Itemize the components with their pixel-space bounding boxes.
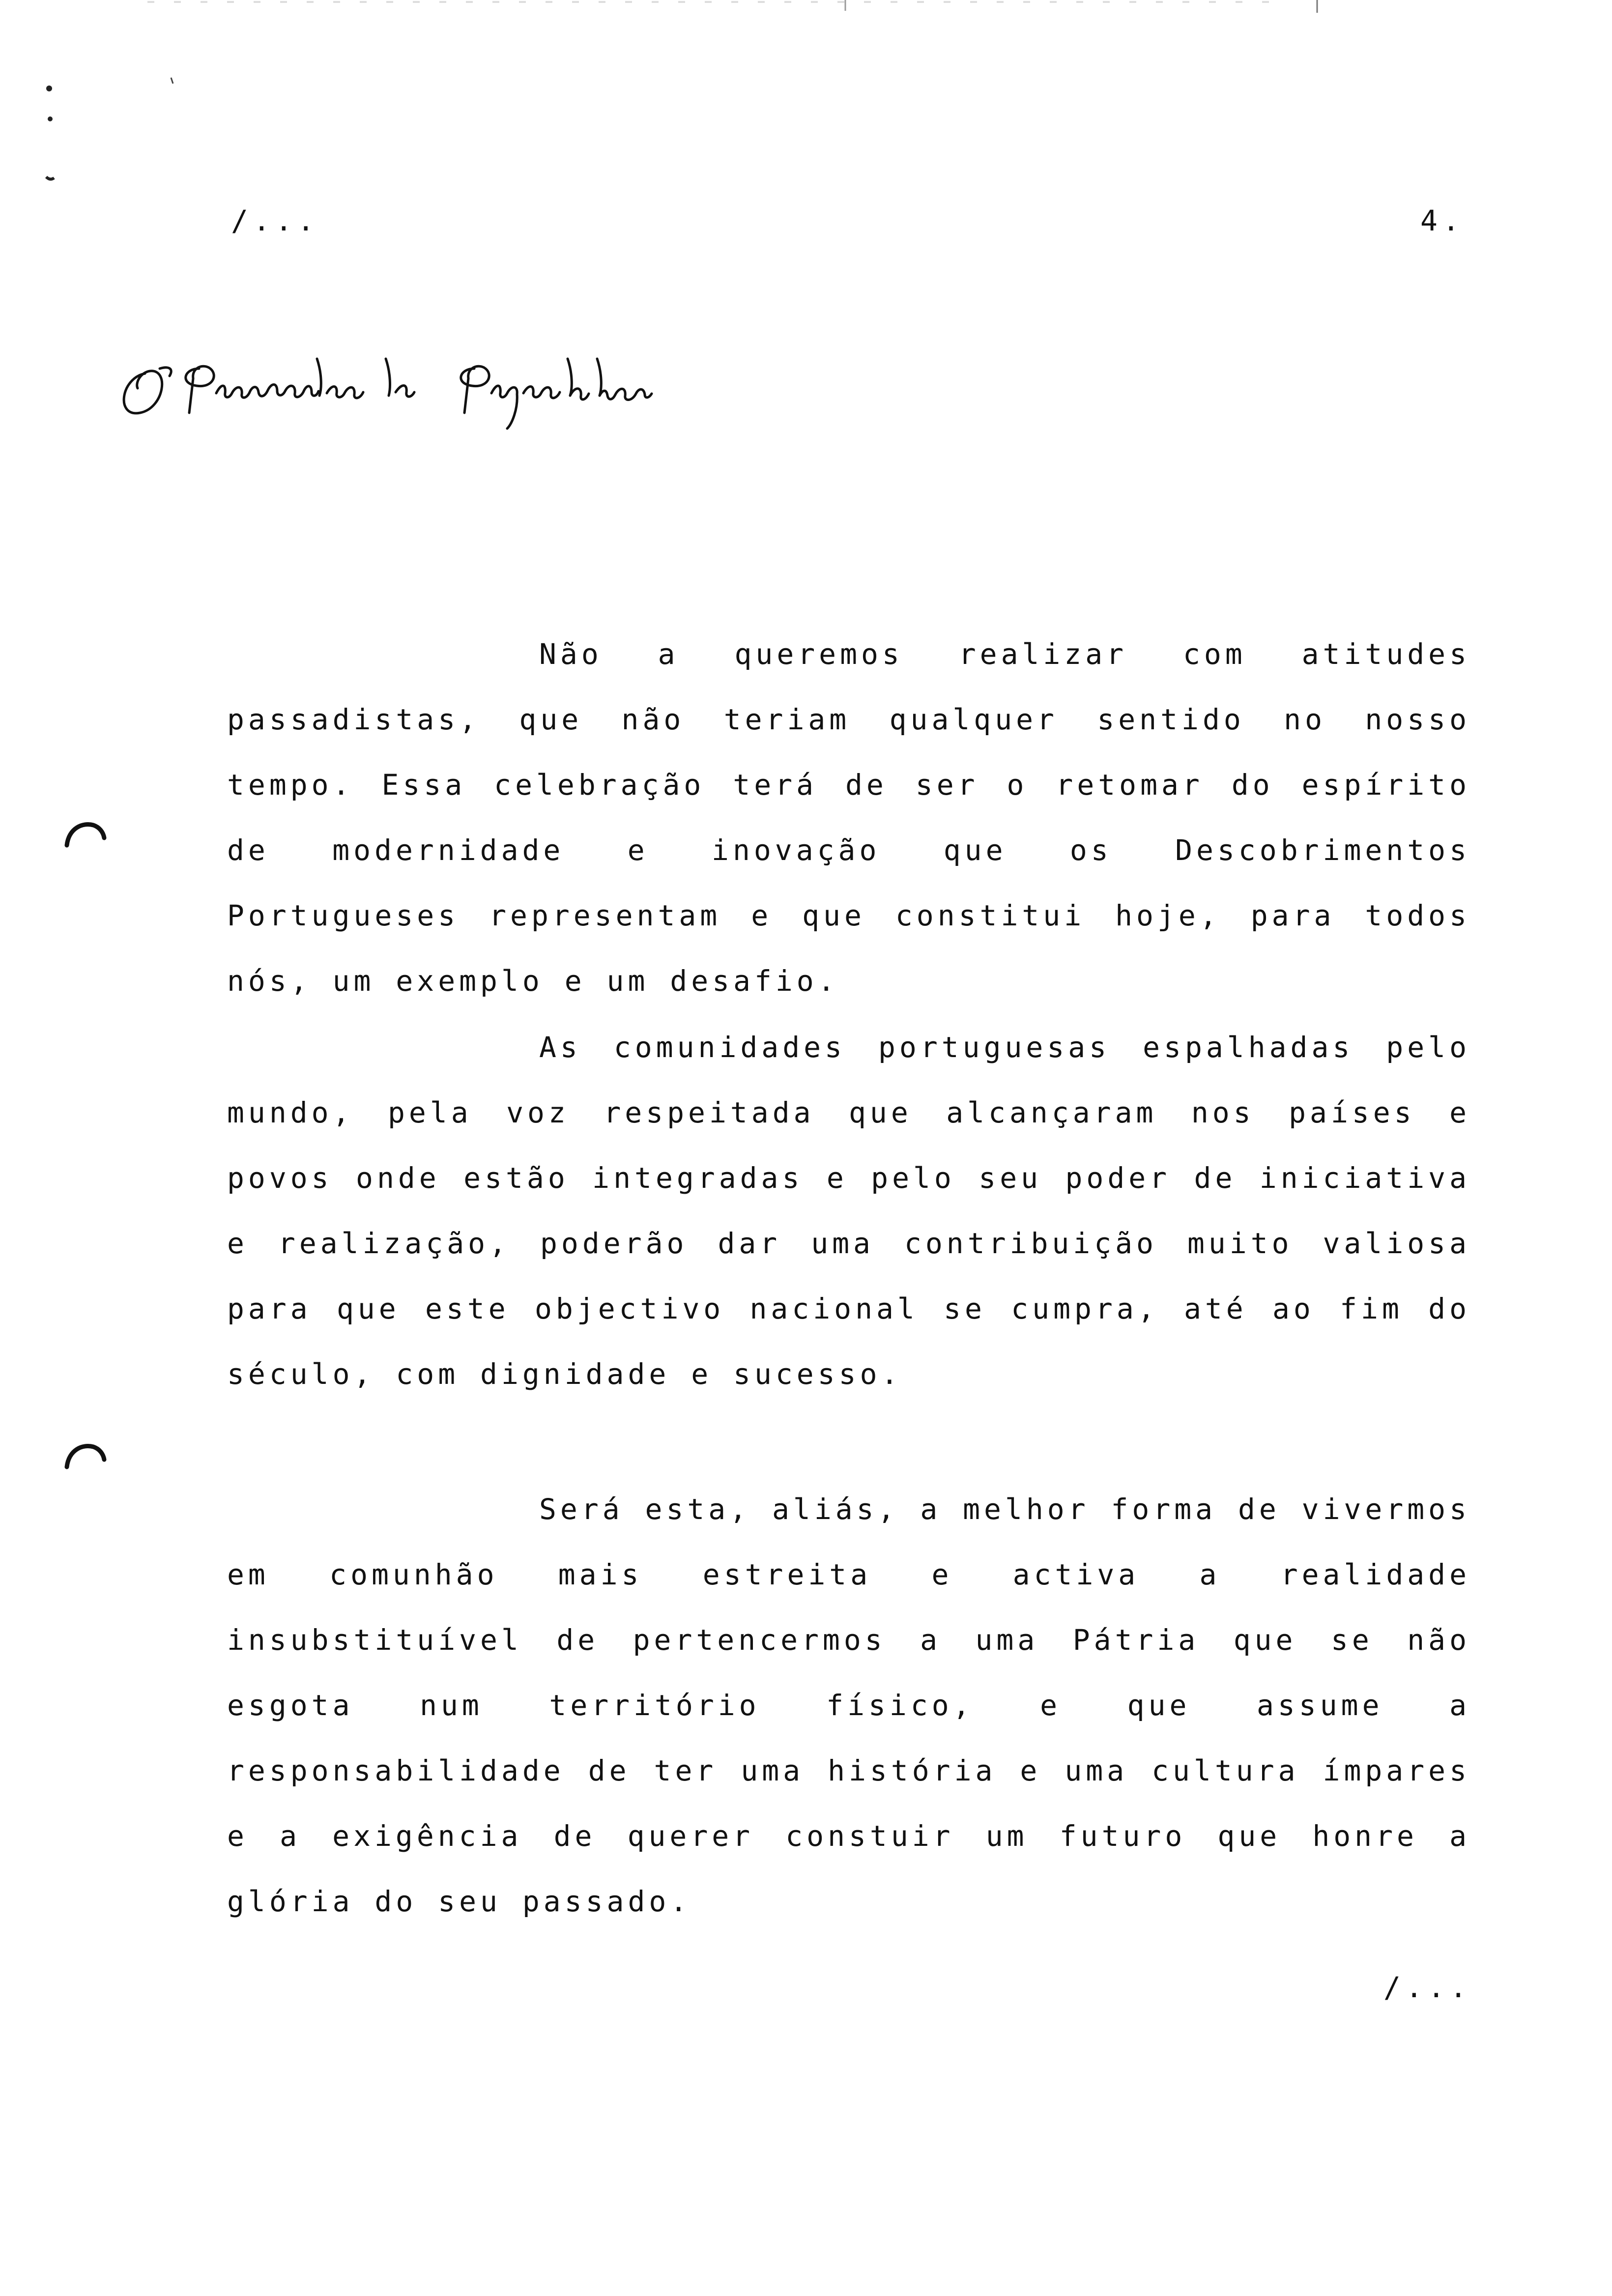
scan-specks: [44, 69, 192, 197]
continuation-mark-bottom: /...: [1383, 1971, 1472, 2004]
punch-hole-mark: [63, 1440, 107, 1469]
body-paragraph: Não a queremos realizar com atitudes passadistas, que não teriam qualquer sentido no nosso tempo. Essa celebração terá de ser o retomar do espírito de modernidade e inovação que os Descobrimentos Portugueses representam e que constitui hoje, para todos nós, um exemplo e um desafio.: [227, 637, 1470, 998]
continuation-mark-top: /...: [231, 204, 319, 237]
page-number: 4.: [1420, 204, 1465, 237]
scan-top-edge: [0, 0, 1612, 15]
letterhead-signature: [111, 339, 691, 437]
body-paragraph: Será esta, aliás, a melhor forma de vivermos em comunhão mais estreita e activa a realidade insubstituível de pertencermos a uma Pátria que se não esgota num território físico, e que assume a responsabilidade de ter uma história e uma cultura ímpares e a exigência de querer constuir um futuro que honre a glória do seu passado.: [227, 1492, 1470, 1918]
body-paragraph: As comunidades portuguesas espalhadas pelo mundo, pela voz respeitada que alcançaram nos países e povos onde estão integradas e pelo seu poder de iniciativa e realização, poderão dar uma contribuição muito valiosa para que este objectivo nacional se cumpra, até ao fim do século, com dignidade e sucesso.: [227, 1031, 1470, 1391]
punch-hole-mark: [63, 818, 107, 848]
